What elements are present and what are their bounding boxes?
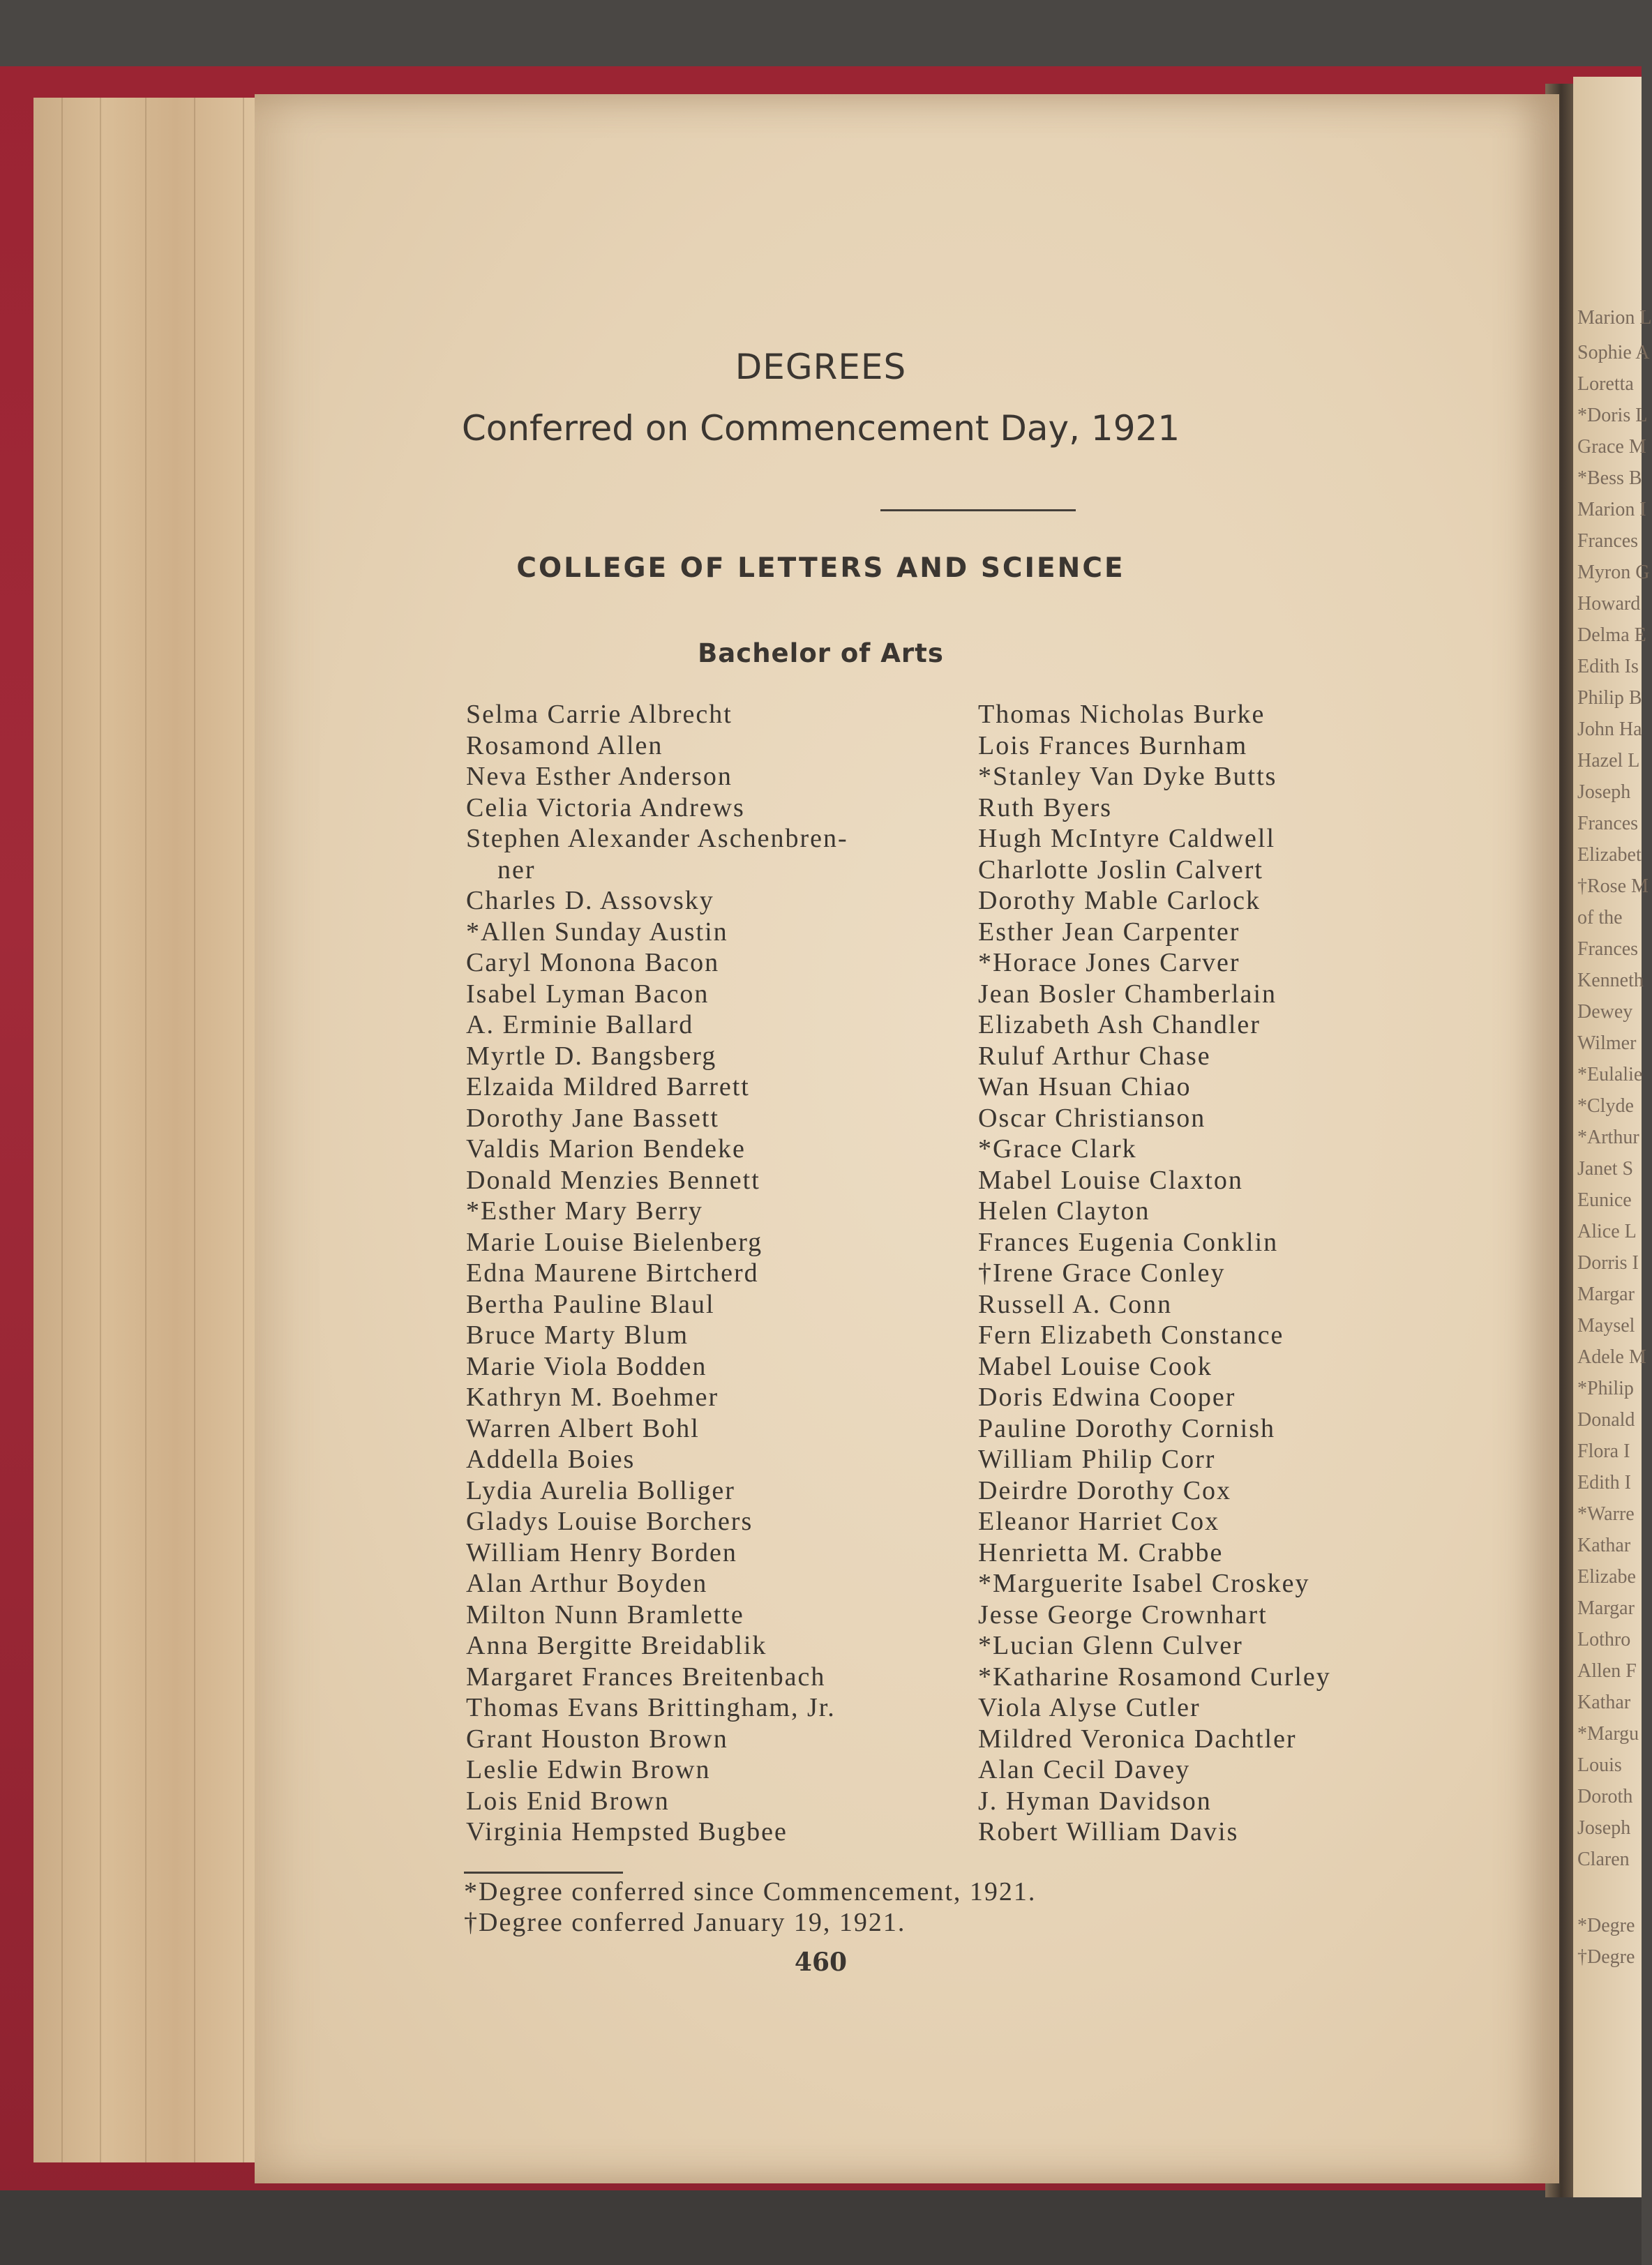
graduate-name: Thomas Evans Brittingham, Jr.: [466, 1693, 836, 1722]
graduate-name: Dorothy Mable Carlock: [978, 886, 1261, 915]
next-page-text: *Bess B: [1577, 467, 1642, 489]
graduate-name: Donald Menzies Bennett: [466, 1165, 760, 1195]
graduate-name: William Philip Corr: [978, 1445, 1216, 1474]
graduate-name: Marie Viola Bodden: [466, 1351, 707, 1381]
graduate-name: Stephen Alexander Aschenbren-: [466, 824, 848, 853]
next-page-text: Kathar: [1577, 1692, 1631, 1713]
graduate-name: Gladys Louise Borchers: [466, 1507, 753, 1536]
graduate-name: Addella Boies: [466, 1445, 636, 1474]
graduate-name: Helen Clayton: [978, 1196, 1150, 1226]
next-page-text: Maysel: [1577, 1315, 1635, 1337]
next-page-text: Claren: [1577, 1849, 1630, 1870]
next-page-text: Howard: [1577, 593, 1641, 615]
next-page-text: *Warre: [1577, 1503, 1635, 1525]
footnote-since-commencement: *Degree conferred since Commencement, 1921.: [464, 1877, 1037, 1906]
next-page-text: *Margu: [1577, 1723, 1639, 1745]
next-page-text: Elizabet: [1577, 844, 1642, 866]
next-page-text: Adele M: [1577, 1346, 1646, 1368]
footnote-january: †Degree conferred January 19, 1921.: [464, 1908, 906, 1937]
footnote-divider: [464, 1872, 623, 1874]
graduate-name: Valdis Marion Bendeke: [466, 1134, 746, 1164]
next-page-text: Hazel L: [1577, 750, 1640, 772]
next-page-text: Myron G: [1577, 562, 1650, 583]
graduate-name: Jean Bosler Chamberlain: [978, 979, 1277, 1009]
graduate-name: Neva Esther Anderson: [466, 762, 733, 791]
next-page-text: *Arthur: [1577, 1127, 1639, 1148]
graduate-name: William Henry Borden: [466, 1537, 737, 1567]
graduate-name: Anna Bergitte Breidablik: [466, 1631, 767, 1660]
book-cover-bottom: [0, 2190, 1642, 2265]
next-page-text: †Rose M: [1577, 875, 1649, 897]
graduate-name: Lydia Aurelia Bolliger: [466, 1475, 735, 1505]
next-page-text: Allen F: [1577, 1660, 1637, 1682]
next-page-text: Lothro: [1577, 1629, 1631, 1650]
graduate-name: J. Hyman Davidson: [978, 1786, 1212, 1816]
graduate-name: Mabel Louise Cook: [978, 1351, 1212, 1381]
next-page-text: Edith I: [1577, 1472, 1631, 1493]
next-page-text: of the: [1577, 907, 1623, 928]
graduate-name: Caryl Monona Bacon: [466, 948, 720, 977]
next-page-text: Sophie A: [1577, 342, 1650, 363]
graduate-name: *Stanley Van Dyke Butts: [978, 762, 1277, 791]
next-page-text: Elizabe: [1577, 1566, 1636, 1588]
page-edges: [33, 98, 271, 2162]
next-page-text: Marion L: [1577, 307, 1652, 329]
next-page-text: *Eulalie: [1577, 1064, 1643, 1085]
next-page-text: *Doris L: [1577, 405, 1648, 426]
graduate-name: Doris Edwina Cooper: [978, 1383, 1236, 1412]
graduate-name: Marie Louise Bielenberg: [466, 1227, 763, 1257]
title-divider: [880, 509, 1076, 511]
page-title: DEGREES: [735, 347, 907, 387]
next-page-text: Philip B: [1577, 687, 1642, 709]
next-page-text: John Ha: [1577, 718, 1642, 740]
next-page-text: Alice L: [1577, 1221, 1637, 1242]
next-page-text: Eunice: [1577, 1189, 1632, 1211]
graduate-name: Charlotte Joslin Calvert: [978, 855, 1263, 885]
next-page-text: Delma E: [1577, 624, 1646, 646]
next-page-text: Donald: [1577, 1409, 1635, 1431]
graduate-name: *Katharine Rosamond Curley: [978, 1662, 1331, 1692]
next-page-text: Doroth: [1577, 1786, 1633, 1807]
footnotes: [464, 1876, 1036, 1938]
graduate-name: Milton Nunn Bramlette: [466, 1600, 744, 1630]
names-column-left: [466, 699, 848, 1848]
next-page-text: *Degre: [1577, 1915, 1635, 1936]
graduate-name: Thomas Nicholas Burke: [978, 700, 1266, 729]
graduate-name: Ruth Byers: [978, 792, 1113, 822]
next-page-text: Flora I: [1577, 1440, 1630, 1462]
graduate-name: Pauline Dorothy Cornish: [978, 1413, 1275, 1443]
graduate-name: Russell A. Conn: [978, 1289, 1173, 1319]
graduate-name: Dorothy Jane Bassett: [466, 1103, 719, 1133]
graduate-name: *Grace Clark: [978, 1134, 1137, 1164]
graduate-name: Hugh McIntyre Caldwell: [978, 824, 1276, 853]
graduate-name: Bruce Marty Blum: [466, 1320, 689, 1350]
graduate-name: Frances Eugenia Conklin: [978, 1227, 1279, 1257]
next-page-text: Loretta: [1577, 373, 1634, 395]
graduate-name: Elizabeth Ash Chandler: [978, 1010, 1261, 1039]
graduate-name: *Lucian Glenn Culver: [978, 1631, 1243, 1660]
next-page-text: Wilmer: [1577, 1032, 1637, 1054]
next-page-text: *Philip: [1577, 1378, 1634, 1399]
graduate-name: Leslie Edwin Brown: [466, 1755, 711, 1784]
graduate-name: Wan Hsuan Chiao: [978, 1072, 1192, 1101]
graduate-name: *Marguerite Isabel Croskey: [978, 1569, 1310, 1598]
graduate-name: Oscar Christianson: [978, 1103, 1206, 1133]
graduate-name: *Allen Sunday Austin: [466, 917, 728, 947]
graduate-name: *Horace Jones Carver: [978, 948, 1240, 977]
next-page-text: Frances: [1577, 938, 1639, 960]
page-number: 460: [794, 1948, 848, 1977]
next-page-text: Joseph: [1577, 1817, 1631, 1839]
names-column-right: [978, 699, 1331, 1848]
next-page-text: Kenneth: [1577, 970, 1644, 991]
graduate-name: †Irene Grace Conley: [978, 1258, 1226, 1288]
graduate-name: Alan Arthur Boyden: [466, 1569, 708, 1598]
next-page-text: Grace M: [1577, 436, 1646, 458]
next-page-fragment: [1573, 77, 1652, 2197]
graduate-name: Lois Frances Burnham: [978, 730, 1248, 760]
graduate-name: Deirdre Dorothy Cox: [978, 1475, 1232, 1505]
next-page-text: Dewey: [1577, 1001, 1633, 1023]
graduate-name: Viola Alyse Cutler: [978, 1693, 1201, 1722]
graduate-name: Lois Enid Brown: [466, 1786, 670, 1816]
graduate-name: Ruluf Arthur Chase: [978, 1041, 1211, 1071]
graduate-name: Charles D. Assovsky: [466, 886, 714, 915]
graduate-name: Rosamond Allen: [466, 730, 663, 760]
college-heading: COLLEGE OF LETTERS AND SCIENCE: [516, 552, 1125, 584]
degree-heading: Bachelor of Arts: [698, 638, 944, 668]
graduate-name: Virginia Hempsted Bugbee: [466, 1817, 788, 1846]
graduate-name: Henrietta M. Crabbe: [978, 1537, 1224, 1567]
next-page-text: *Clyde: [1577, 1095, 1634, 1117]
graduate-name: Myrtle D. Bangsberg: [466, 1041, 717, 1071]
graduate-name: Esther Jean Carpenter: [978, 917, 1240, 947]
graduate-name: Alan Cecil Davey: [978, 1755, 1191, 1784]
next-page-text: Margar: [1577, 1284, 1635, 1305]
next-page-text: Kathar: [1577, 1535, 1631, 1556]
graduate-name: *Esther Mary Berry: [466, 1196, 703, 1226]
graduate-name: Mabel Louise Claxton: [978, 1165, 1243, 1195]
next-page-text: Frances: [1577, 813, 1639, 834]
graduate-name: Warren Albert Bohl: [466, 1413, 700, 1443]
next-page-text: Edith Is: [1577, 656, 1639, 677]
next-page-text: Frances: [1577, 530, 1639, 552]
graduate-name: ner: [497, 855, 536, 885]
next-page-text: Louis: [1577, 1754, 1622, 1776]
graduate-name: Robert William Davis: [978, 1817, 1239, 1846]
graduate-name: Fern Elizabeth Constance: [978, 1320, 1284, 1350]
next-page-text: Janet S: [1577, 1158, 1634, 1180]
graduate-name: Kathryn M. Boehmer: [466, 1383, 719, 1412]
graduate-name: Elzaida Mildred Barrett: [466, 1072, 750, 1101]
graduate-name: Margaret Frances Breitenbach: [466, 1662, 826, 1692]
next-page-text: Margar: [1577, 1597, 1635, 1619]
next-page-text: †Degre: [1577, 1946, 1635, 1968]
graduate-name: Grant Houston Brown: [466, 1724, 728, 1754]
graduate-name: A. Erminie Ballard: [466, 1010, 694, 1039]
graduate-name: Bertha Pauline Blaul: [466, 1289, 715, 1319]
graduate-name: Celia Victoria Andrews: [466, 792, 745, 822]
next-page-text: Joseph: [1577, 781, 1631, 803]
graduate-name: Selma Carrie Albrecht: [466, 700, 733, 729]
page-subtitle: Conferred on Commencement Day, 1921: [461, 408, 1180, 449]
graduate-name: Mildred Veronica Dachtler: [978, 1724, 1297, 1754]
next-page-text: Dorris I: [1577, 1252, 1639, 1274]
graduate-name: Edna Maurene Birtcherd: [466, 1258, 759, 1288]
graduate-name: Isabel Lyman Bacon: [466, 979, 709, 1009]
next-page-text: Marion I: [1577, 499, 1646, 520]
graduate-name: Jesse George Crownhart: [978, 1600, 1268, 1630]
graduate-name: Eleanor Harriet Cox: [978, 1507, 1220, 1536]
